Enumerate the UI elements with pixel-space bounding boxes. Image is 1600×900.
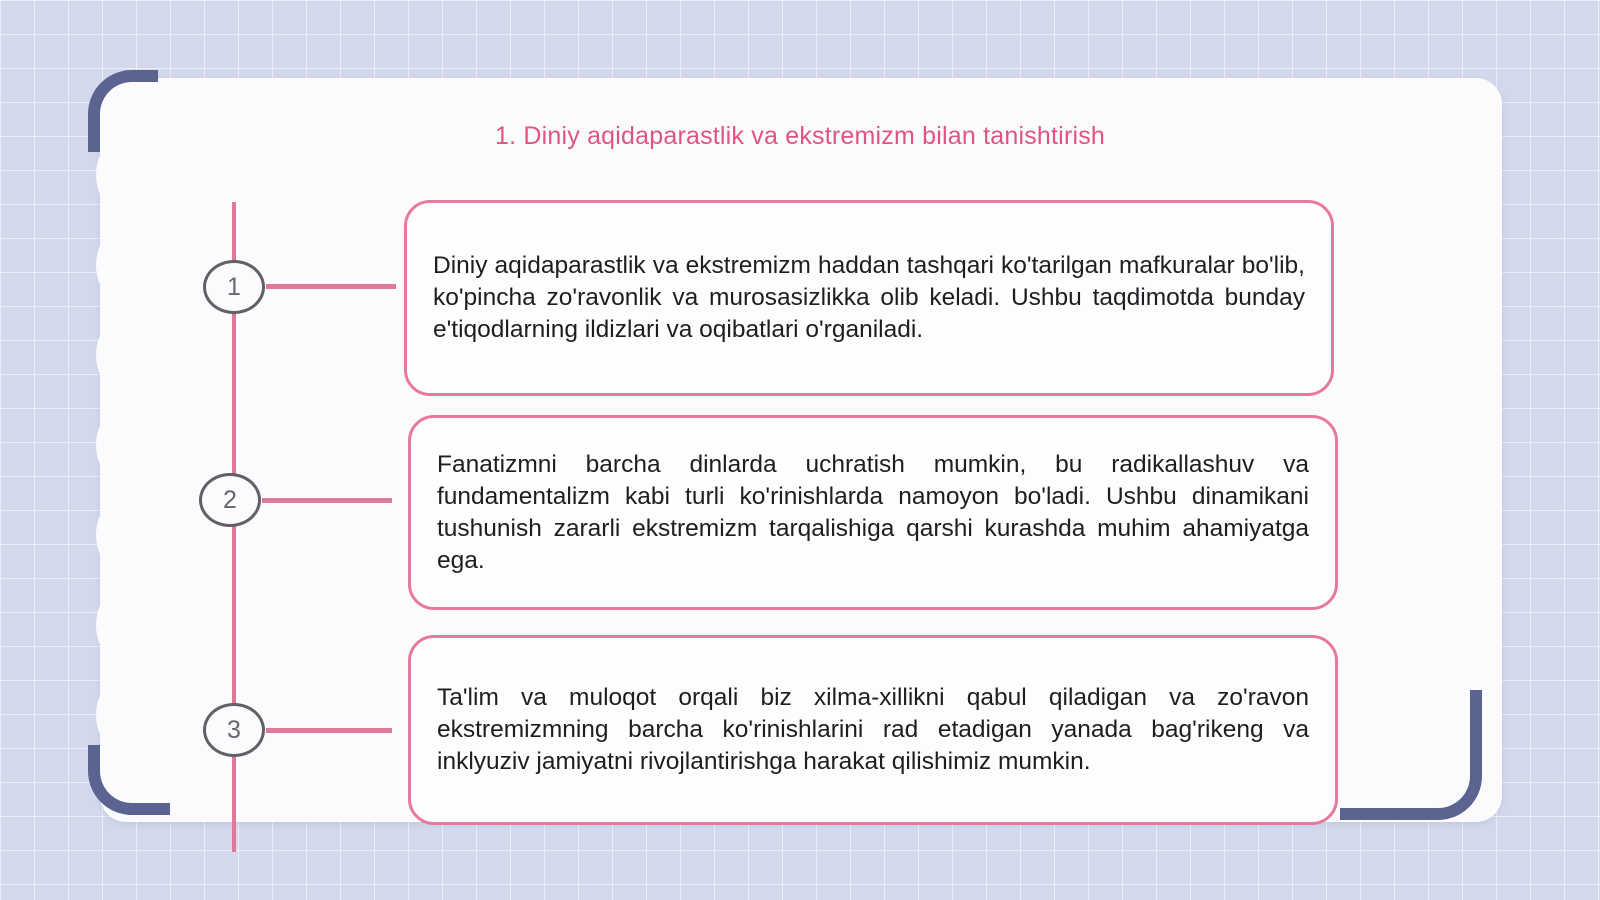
scallop-decoration <box>96 145 130 205</box>
timeline-card-text: Diniy aqidaparastlik va ekstremizm haddan tashqari ko'tarilgan mafkuralar bo'lib, ko'pincha zo'ravonlik va murosasizlikka olib keladi. Ushbu taqdimotda bunday e'tiqodlarning ildizlari va oqibatlari o'rganiladi. <box>433 252 1305 343</box>
scallop-decoration <box>96 235 130 295</box>
frame-corner-bottom-left <box>88 745 170 815</box>
timeline-connector <box>266 728 392 733</box>
scallop-decoration <box>96 325 130 385</box>
timeline-card-2 <box>408 415 1338 610</box>
frame-corner-bottom-right <box>1340 690 1482 820</box>
scallop-decoration <box>96 505 130 565</box>
timeline-connector <box>266 284 396 289</box>
scallop-decoration <box>96 595 130 655</box>
scallop-decoration <box>96 685 130 745</box>
timeline-card-3 <box>408 635 1338 825</box>
timeline-card-1 <box>404 200 1334 396</box>
timeline-node-3: 3 <box>203 703 265 757</box>
timeline-node-1: 1 <box>203 260 265 314</box>
timeline-card-text: Fanatizmni barcha dinlarda uchratish mumkin, bu radikallashuv va fundamentalizm kabi turli ko'rinishlarda namoyon bo'ladi. Ushbu dinamikani tushunish zararli ekstremizm tarqalishiga qarshi kurashda muhim ahamiyatga ega. <box>437 450 1309 574</box>
timeline-connector <box>262 498 392 503</box>
scallop-decoration <box>96 415 130 475</box>
timeline-card-text: Ta'lim va muloqot orqali biz xilma-xillikni qabul qiladigan va zo'ravon ekstremizmning barcha ko'rinishlarini rad etadigan yanada bag'rikeng va inklyuziv jamiyatni rivojlantirishga harakat qilishimiz mumkin. <box>437 684 1309 775</box>
slide-title: 1. Diniy aqidaparastlik va ekstremizm bilan tanishtirish <box>494 122 1106 150</box>
timeline-node-2: 2 <box>199 473 261 527</box>
